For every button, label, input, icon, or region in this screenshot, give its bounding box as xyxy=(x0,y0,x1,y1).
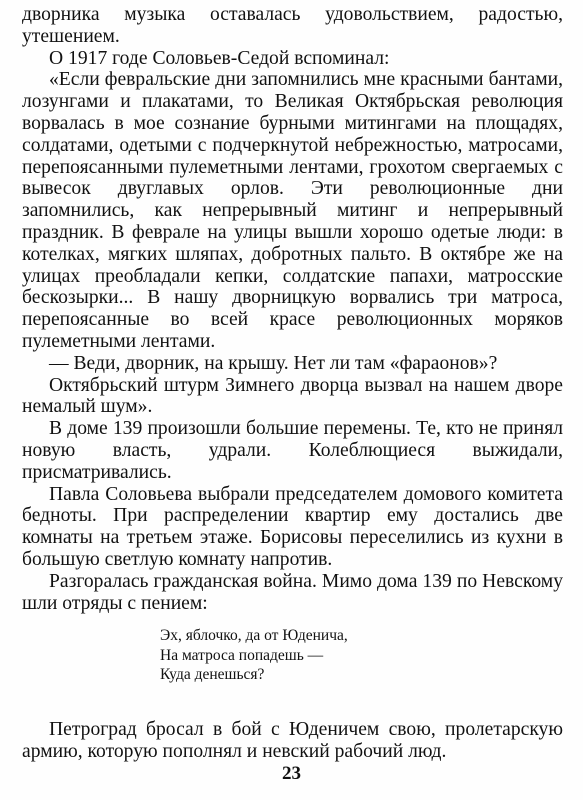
paragraph-final: Петроград бросал в бой с Юденичем свою, пролетарскую армию, которую пополнял и невский рабочий люд. xyxy=(22,718,563,762)
page-number: 23 xyxy=(282,763,301,784)
paragraph: Разгоралась гражданская война. Мимо дома 139 по Невскому шли отряды с пением: xyxy=(22,570,563,614)
paragraph-continued: дворника музыка оставалась удовольствием, радостью, утешением. xyxy=(22,4,563,47)
song-verse xyxy=(160,626,563,685)
paragraph-quote-end: Октябрьский штурм Зимнего дворца вызвал на нашем дворе немалый шум». xyxy=(22,374,563,418)
paragraph: В доме 139 произошли большие перемены. Те, кто не принял новую власть, удрали. Колеблющиеся выжидали, присматривались. xyxy=(22,418,563,483)
verse-line: Эх, яблочко, да от Юденича, xyxy=(160,627,348,645)
body-text xyxy=(22,4,563,762)
paragraph: О 1917 годе Соловьев-Седой вспоминал: xyxy=(49,47,390,69)
verse-line: Куда денешься? xyxy=(160,666,265,684)
verse-line: На матроса попадешь — xyxy=(160,646,324,664)
paragraph-dialogue: — Веди, дворник, на крышу. Нет ли там «фараонов»? xyxy=(49,352,498,374)
paragraph: Павла Соловьева выбрали председателем домового комитета бедноты. При распределении квартир ему достались две комнаты на третьем этаже. Борисовы переселились из кухни в большую светлую комнату напротив. xyxy=(22,483,563,570)
paragraph-quote: «Если февральские дни запомнились мне красными бантами, лозунгами и плакатами, то Великая Октябрьская революция ворвалась в мое сознание бурными митингами на площадях, солдатами, одетыми с подчеркнутой небрежностью, матросами, перепоясанными пулеметными лентами, грохотом свергаемых с вывесок двуглавых орлов. Эти революционные дни запомнились, как непрерывный митинг и непрерывный праздник. В феврале на улицы вышли хорошо одетые люди: в котелках, мягких шляпах, добротных пальто. В октябре же на улицах преобладали кепки, солдатские папахи, матросские бескозырки... В нашу дворницкую ворвались три матроса, перепоясанные во всей красе революционных моряков пулеметными лентами. xyxy=(22,69,563,352)
